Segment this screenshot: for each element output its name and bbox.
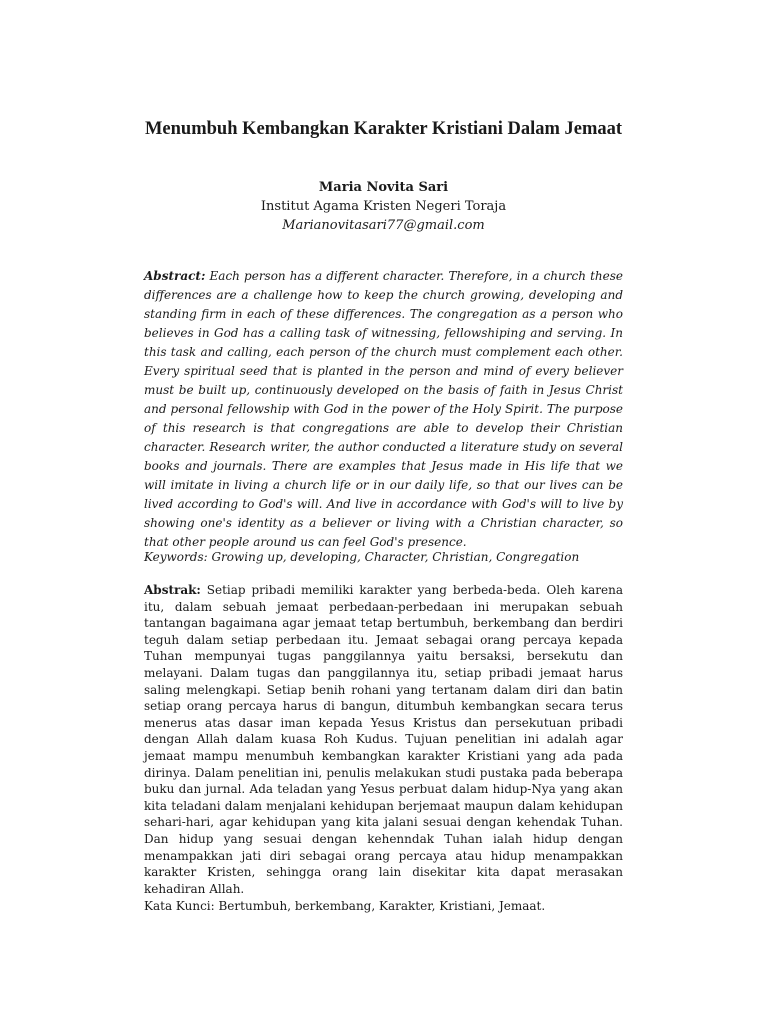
keywords-english: Keywords: Growing up, developing, Character, Christian, Congregation [144,550,580,564]
author-institution: Institut Agama Kristen Negeri Toraja [260,199,507,214]
abstract-english-text: Each person has a different character. Therefore, in a church these differences are a challenge how to keep the church growing, developing and standing firm in each of these differences. The congregation as a person who believes in God has a calling task of witnessing, fellowshiping and serving. In this task and calling, each person of the church must complement each other. Every spiritual seed that is planted in the person and mind of every believer must be built up, continuously developed on the basis of faith in Jesus Christ and personal fellowship with God in the power of the Holy Spirit. The purpose of this research is that congregations are able to develop their Christian character. Research writer, the author conducted a literature study on several books and journals. There are examples that Jesus made in His life that we will imitate in living a church life or in our daily life, so that our lives can be lived according to God's will. And live in accordance with God's will to live by showing one's identity as a believer or living with a Christian character, so that other people around us can feel God's presence. [144,269,623,549]
abstract-indonesian [144,582,623,897]
author-email: Marianovitasari77@gmail.com [282,218,485,233]
paper-title: Menumbuh Kembangkan Karakter Kristiani Dalam Jemaat [144,119,623,139]
abstract-english-label: Abstract: [144,269,206,283]
keywords-indonesian: Kata Kunci: Bertumbuh, berkembang, Karakter, Kristiani, Jemaat. [144,899,546,913]
abstract-english [144,267,623,552]
abstract-indonesian-label: Abstrak: [144,583,201,597]
author-name: Maria Novita Sari [318,180,449,195]
abstract-indonesian-text: Setiap pribadi memiliki karakter yang berbeda-beda. Oleh karena itu, dalam sebuah jemaat perbedaan-perbedaan ini merupakan sebuah tantangan bagaimana agar jemaat tetap bertumbuh, berkembang dan berdiri teguh dalam setiap perbedaan itu. Jemaat sebagai orang percaya kepada Tuhan mempunyai tugas panggilannya yaitu bersaksi, bersekutu dan melayani. Dalam tugas dan panggilannya itu, setiap pribadi jemaat harus saling melengkapi. Setiap benih rohani yang tertanam dalam diri dan batin setiap orang percaya harus di bangun, ditumbuh kembangkan secara terus menerus atas dasar iman kepada Yesus Kristus dan persekutuan pribadi dengan Allah dalam kuasa Roh Kudus. Tujuan penelitian ini adalah agar jemaat mampu menumbuh kembangkan karakter Kristiani yang ada pada dirinya. Dalam penelitian ini, penulis melakukan studi pustaka pada beberapa buku dan jurnal. Ada teladan yang Yesus perbuat dalam hidup-Nya yang akan kita teladani dalam menjalani kehidupan berjemaat maupun dalam kehidupan sehari-hari, agar kehidupan yang kita jalani sesuai dengan kehendak Tuhan. Dan hidup yang sesuai dengan kehenndak Tuhan ialah hidup dengan menampakkan jati diri sebagai orang percaya atau hidup menampakkan karakter Kristen, sehingga orang lain disekitar kita dapat merasakan kehadiran Allah. [144,583,623,896]
author-block [144,178,623,235]
